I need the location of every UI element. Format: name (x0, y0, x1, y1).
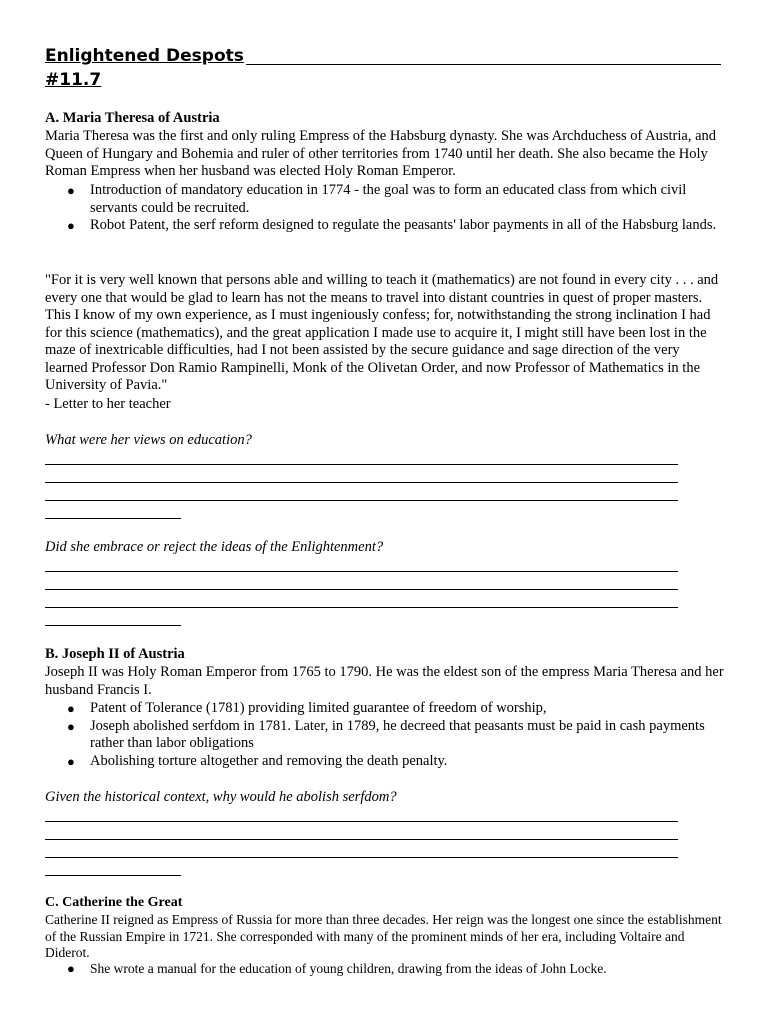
page-title: Enlightened Despots (45, 46, 244, 66)
list-item: ● Introduction of mandatory education in 1774 - the goal was to form an educated class from which civil servants could be recruited. (67, 182, 687, 216)
list-item: ● She wrote a manual for the education of young children, drawing from the ideas of John Locke. (67, 961, 607, 976)
list-item: ● Abolishing torture altogether and removing the death penalty. (67, 752, 448, 769)
answer-line (45, 821, 678, 822)
section-c-heading: C. Catherine the Great (45, 895, 183, 910)
answer-line (45, 589, 678, 590)
bullet-icon: ● (67, 183, 75, 198)
bullet-icon: ● (67, 961, 75, 976)
bullet-icon: ● (67, 753, 75, 769)
question-enlightenment: Did she embrace or reject the ideas of the Enlightenment? (45, 539, 384, 555)
quote-attribution: - Letter to her teacher (45, 396, 171, 412)
question-serfdom: Given the historical context, why would he abolish serfdom? (45, 789, 397, 805)
section-a-bullets (45, 182, 725, 235)
section-b-heading: B. Joseph II of Austria (45, 646, 185, 662)
bullet-icon: ● (67, 218, 75, 233)
answer-line (45, 839, 678, 840)
list-item: ● Patent of Tolerance (1781) providing limited guarantee of freedom of worship, (67, 700, 547, 716)
answer-line (45, 518, 181, 519)
answer-line (45, 500, 678, 501)
section-b-intro: Joseph II was Holy Roman Emperor from 1765 to 1790. He was the eldest son of the empress Maria Theresa and her husband Francis I. (45, 664, 724, 698)
answer-line (45, 875, 181, 876)
section-a-heading: A. Maria Theresa of Austria (45, 110, 220, 126)
list-item: ● Robot Patent, the serf reform designed to regulate the peasants' labor payments in all of the Habsburg lands. (67, 217, 717, 233)
answer-line (45, 857, 678, 858)
answer-line (45, 571, 678, 572)
title-rule (45, 46, 721, 65)
section-c-intro: Catherine II reigned as Empress of Russia for more than three decades. Her reign was the longest one since the establishment of the Russian Empire in 1721. She corresponded with many of the prominent minds of her era, including Voltaire and Diderot. (45, 912, 722, 960)
section-c-bullets (45, 961, 725, 978)
answer-line (45, 625, 181, 626)
section-a-quote: "For it is very well known that persons able and willing to teach it (mathematics) are not found in every city . . . and every one that would be glad to learn has not the means to travel into distant countries in quest of proper masters. This I know of my own experience, as I must ingeniously confess; for, notwithstanding the strong inclination I had for this science (mathematics), and the great application I made use to acquire it, I might still have been lost in the maze of inextricable difficulties, had I not been assisted by the secure guidance and sage direction of the very learned Professor Don Ramio Rampinelli, Monk of the Olivetan Order, and now Professor of Mathematics in the University of Pavia." (45, 272, 719, 393)
bullet-icon: ● (67, 718, 75, 734)
list-item: ● Joseph abolished serfdom in 1781. Later, in 1789, he decreed that peasants must be paid in cash payments rather than labor obligations (67, 717, 705, 751)
section-b-bullets (45, 700, 725, 770)
answer-line (45, 607, 678, 608)
question-education: What were her views on education? (45, 432, 252, 448)
answer-line (45, 464, 678, 465)
lesson-number: #11.7 (45, 70, 102, 90)
answer-line (45, 482, 678, 483)
section-a-intro: Maria Theresa was the first and only ruling Empress of the Habsburg dynasty. She was Archduchess of Austria, and Queen of Hungary and Bohemia and ruler of other territories from 1740 until her death. She also became the Holy Roman Empress when her husband was elected Holy Roman Emperor. (45, 128, 717, 179)
bullet-icon: ● (67, 701, 75, 716)
